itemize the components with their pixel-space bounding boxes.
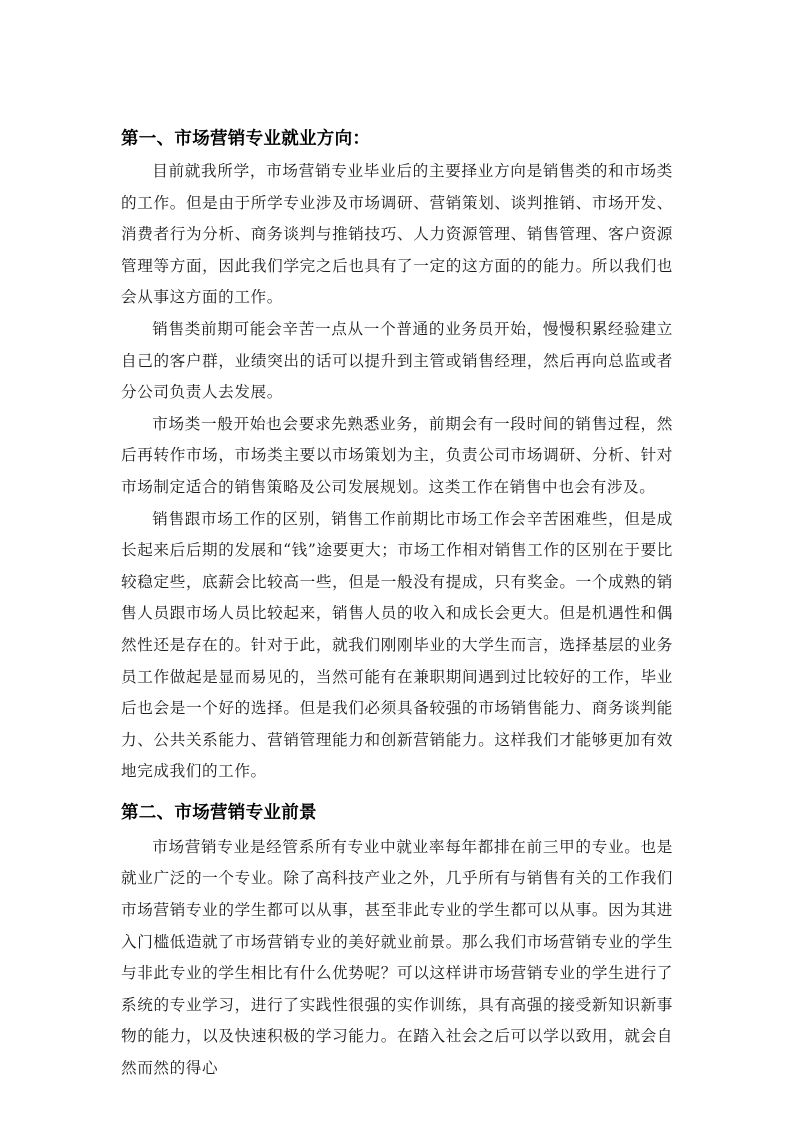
section-prospects (121, 798, 673, 1085)
paragraph: 销售类前期可能会辛苦一点从一个普通的业务员开始，慢慢积累经验建立自己的客户群，业绩突出的话可以提升到主管或销售经理，然后再向总监或者分公司负责人去发展。 (121, 319, 673, 402)
paragraph: 销售跟市场工作的区别，销售工作前期比市场工作会辛苦困难些，但是成长起来后后期的发展和“钱”途要更大；市场工作相对销售工作的区别在于要比较稳定些，底薪会比较高一些，但是一般没有提成，只有奖金。一个成熟的销售人员跟市场人员比较起来，销售人员的收入和成长会更大。但是机遇性和偶然性还是存在的。针对于此，就我们刚刚毕业的大学生而言，选择基层的业务员工作做起是显而易见的，当然可能有在兼职期间遇到过比较好的工作，毕业后也会是一个好的选择。但是我们必须具备较强的市场销售能力、商务谈判能力、公共关系能力、营销管理能力和创新营销能力。这样我们才能够更加有效地完成我们的工作。 (121, 509, 673, 781)
paragraph: 目前就我所学，市场营销专业毕业后的主要择业方向是销售类的和市场类的工作。但是由于所学专业涉及市场调研、营销策划、谈判推销、市场开发、消费者行为分析、商务谈判与推销技巧、人力资源管理、销售管理、客户资源管理等方面，因此我们学完之后也具有了一定的这方面的的能力。所以我们也会从事这方面的工作。 (121, 162, 673, 307)
section-heading: 第一、市场营销专业就业方向： (121, 129, 371, 149)
paragraph: 市场类一般开始也会要求先熟悉业务，前期会有一段时间的销售过程，然后再转作市场，市场类主要以市场策划为主，负责公司市场调研、分析、针对市场制定适合的销售策略及公司发展规划。这类工作在销售中也会有涉及。 (121, 414, 673, 496)
section-employment-direction (121, 124, 673, 788)
document-page (121, 124, 673, 1085)
paragraph: 市场营销专业是经管系所有专业中就业率每年都排在前三甲的专业。也是就业广泛的一个专业。除了高科技产业之外，几乎所有与销售有关的工作我们市场营销专业的学生都可以从事，甚至非此专业的学生都可以从事。因为其进入门槛低造就了市场营销专业的美好就业前景。那么我们市场营销专业的学生与非此专业的学生相比有什么优势呢？可以这样讲市场营销专业的学生进行了系统的专业学习，进行了实践性很强的实作训练，具有高强的接受新知识新事物的能力，以及快速积极的学习能力。在踏入社会之后可以学以致用，就会自然而然的得心 (121, 837, 673, 1078)
section-heading: 第二、市场营销专业前景 (121, 802, 317, 823)
